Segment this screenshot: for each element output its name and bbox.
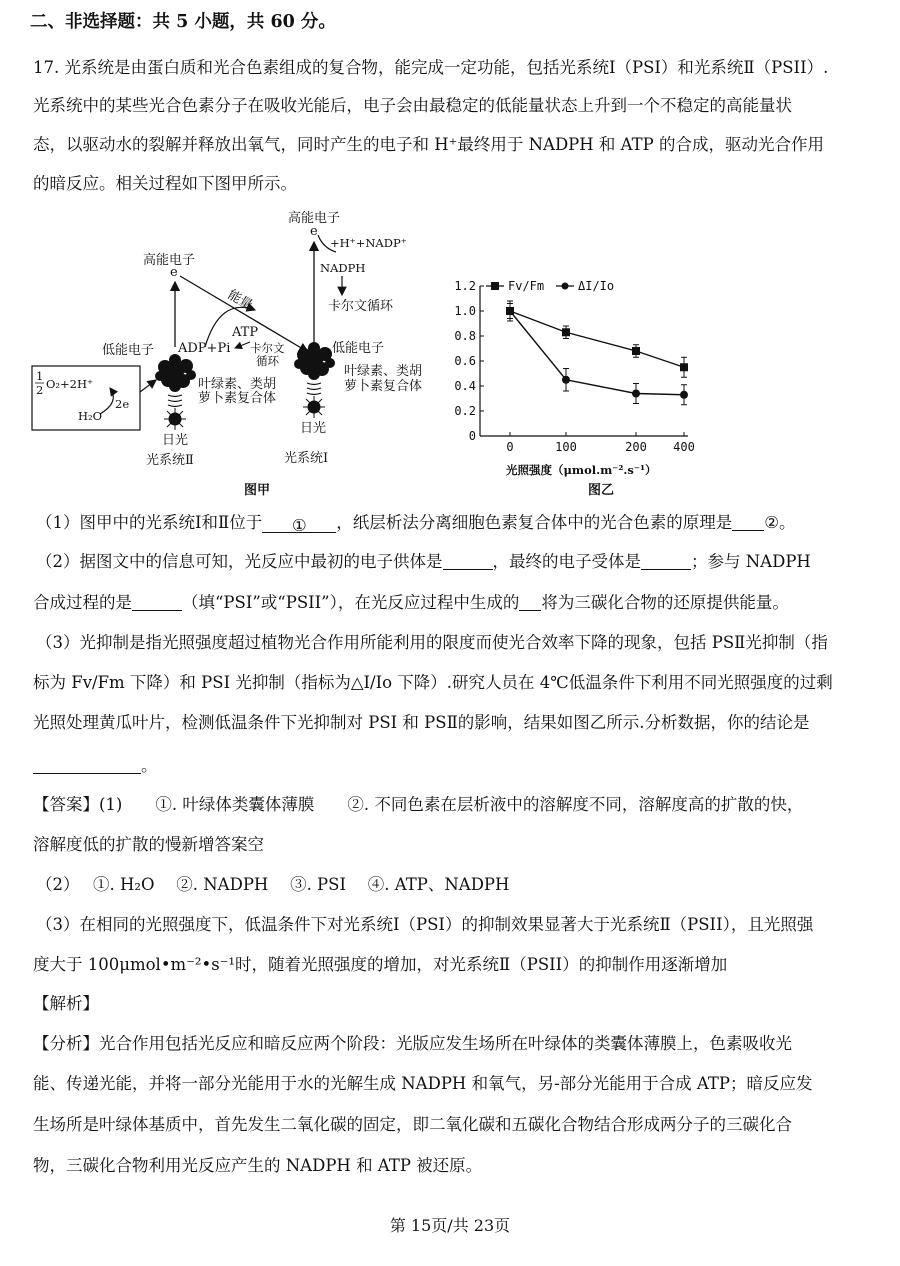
calvin-center-1: 卡尔文 (250, 341, 285, 355)
system-ii-label: 光系统Ⅱ (146, 453, 194, 468)
y-tick-label: 0.8 (454, 329, 476, 343)
data-point-circle (562, 376, 570, 384)
calvin-cycle-top: 卡尔文循环 (328, 299, 394, 314)
series-line-2 (510, 311, 684, 395)
sunlight-left: 日光 (162, 433, 189, 448)
figure-b-caption: 图乙 (588, 483, 615, 498)
complex-right-line-1: 叶绿素、类胡 (344, 364, 423, 379)
y-tick-label: 0 (468, 429, 476, 443)
data-point-circle (506, 307, 514, 315)
question-2-line-2 (33, 593, 873, 613)
q2-blank-2 (641, 553, 691, 570)
q1-blank-2-line (732, 514, 764, 531)
question-1 (36, 513, 876, 533)
page-footer: 第 15页/共 23页 (389, 1216, 511, 1235)
answer-1-line-1: 【答案】(1) ①. 叶绿体类囊体薄膜 ②. 不同色素在层析液中的溶解度不同，溶解度高的扩散的快， (33, 795, 804, 814)
sun-icon-left (164, 408, 186, 430)
q2-text-e: （填“PSI”或“PSII”），在光反应过程中生成的 (182, 593, 520, 612)
section-heading: 二、非选择题：共 5 小题，共 60 分。 (30, 12, 336, 32)
figure-a-caption: 图甲 (244, 483, 271, 498)
box-2e-label: 2e (115, 397, 130, 411)
y-tick-label: 0.2 (454, 404, 476, 418)
q17-line-1: 17. 光系统是由蛋白质和光合色素组成的复合物，能完成一定功能，包括光系统Ⅰ（PSI）和光系统Ⅱ（PSII）. (33, 58, 829, 77)
answer-3-line-1: （3）在相同的光照强度下，低温条件下对光系统Ⅰ（PSI）的抑制效果显著大于光系统Ⅱ（PSII），且光照强 (36, 915, 814, 934)
question-2-line-1 (36, 552, 876, 572)
box-half-num: 1 (36, 369, 44, 383)
q2-text-f: 将为三碳化合物的还原提供能量。 (541, 593, 789, 612)
q17-line-3: 态，以驱动水的裂解并释放出氧气，同时产生的电子和 H⁺最终用于 NADPH 和 ATP 的合成，驱动光合作用 (33, 135, 825, 154)
data-point-square (632, 347, 640, 355)
q2-text-a: （2）据图文中的信息可知，光反应中最初的电子供体是 (36, 552, 443, 571)
atp-label: ATP (232, 325, 259, 340)
answer-1-line-2: 溶解度低的扩散的慢新增答案空 (33, 835, 264, 854)
y-tick-label: 0.6 (454, 354, 476, 368)
q2-blank-1 (443, 553, 493, 570)
y-tick-label: 0.4 (454, 379, 476, 393)
chart-x-label: 光照强度（μmol.m⁻².s⁻¹） (506, 463, 657, 477)
adp-pi-label: ADP+Pi (178, 341, 231, 356)
q17-line-4: 的暗反应。相关过程如下图甲所示。 (33, 174, 297, 193)
q1-text-b: ，纸层析法分离细胞色素复合体中的光合色素的原理是 (336, 513, 733, 532)
box-h2o-label: H₂O (78, 409, 103, 423)
x-tick-label: 400 (673, 440, 695, 454)
box-o2-label: O₂+2H⁺ (46, 377, 94, 391)
series-line-1 (510, 311, 684, 367)
legend-label: ΔI/Io (578, 279, 615, 293)
calvin-center-2: 循环 (256, 354, 279, 368)
chart-marks (506, 301, 688, 405)
q1-blank-1: ① (262, 516, 336, 533)
sun-icon-right (303, 396, 325, 418)
analysis-line-4: 物，三碳化合物利用光反应产生的 NADPH 和 ATP 被还原。 (33, 1156, 483, 1175)
high-energy-electron-right: 高能电子 (288, 211, 341, 226)
q2-blank-4 (519, 594, 541, 611)
legend-marker-square (491, 282, 499, 290)
legend-label: Fv/Fm (508, 279, 545, 293)
e-label-right: e (310, 224, 318, 239)
y-tick-label: 1.0 (454, 304, 476, 318)
psi-light-waves (307, 383, 321, 395)
q3-line-3: 光照处理黄瓜叶片，检测低温条件下光抑制对 PSI 和 PSⅡ的影响，结果如图乙所示.分析数据，你的结论是 (33, 713, 810, 732)
q17-line-2: 光系统中的某些光合色素分子在吸收光能后，电子会由最稳定的低能量状态上升到一个不稳定的高能量状 (33, 96, 792, 115)
q3-line-1: （3）光抑制是指光照强度超过植物光合作用所能利用的限度而使光合效率下降的现象，包括 PSⅡ光抑制（指 (36, 633, 828, 652)
complex-left-line-1: 叶绿素、类胡 (198, 377, 277, 392)
psii-light-waves (168, 395, 182, 407)
data-point-circle (632, 390, 640, 398)
complex-right-line-2: 萝卜素复合体 (344, 379, 423, 394)
box-to-psii-arrow (140, 380, 156, 392)
low-energy-electron-right: 低能电子 (332, 341, 385, 356)
q3-answer-line (33, 756, 873, 776)
system-i-label: 光系统Ⅰ (284, 451, 329, 466)
q3-line-2: 标为 Fv/Fm 下降）和 PSI 光抑制（指标为△I/Io 下降）.研究人员在 4℃低温条件下利用不同光照强度的过剩 (33, 673, 833, 692)
x-tick-label: 200 (625, 440, 647, 454)
psii-complex (155, 354, 196, 392)
q3-blank (33, 757, 141, 774)
legend-marker-circle (562, 283, 569, 290)
x-tick-label: 100 (555, 440, 577, 454)
q2-text-b: ，最终的电子受体是 (492, 552, 641, 571)
analysis-line-1: 【分析】光合作用包括光反应和暗反应两个阶段：光版应发生场所在叶绿体的类囊体薄膜上，色素吸收光 (33, 1034, 792, 1053)
analysis-heading: 【解析】 (33, 994, 99, 1013)
box-half-den: 2 (36, 383, 44, 397)
q2-text-c: ；参与 NADPH (691, 552, 811, 571)
q2-text-d: 合成过程的是 (33, 593, 132, 612)
data-point-square (680, 363, 688, 371)
low-energy-electron-left: 低能电子 (102, 343, 155, 358)
figure-a-diagram (20, 202, 450, 502)
analysis-line-3: 生场所是叶绿体基质中，首先发生二氧化碳的固定，即二氧化碳和五碳化合物结合形成两分子的三碳化合 (33, 1115, 792, 1134)
analysis-line-2: 能、传递光能，并将一部分光能用于水的光解生成 NADPH 和氧气，另-部分光能用于合成 ATP；暗反应发 (33, 1074, 813, 1093)
nadph-label: NADPH (320, 261, 366, 275)
atp-to-calvin (235, 342, 250, 348)
q2-blank-3 (132, 594, 182, 611)
complex-left-line-2: 萝卜素复合体 (198, 391, 277, 406)
x-tick-label: 0 (506, 440, 514, 454)
high-energy-electron-left: 高能电子 (143, 253, 196, 268)
h-nadp-label: +H⁺+NADP⁺ (330, 236, 407, 250)
data-point-circle (680, 391, 688, 399)
y-tick-label: 1.2 (454, 279, 476, 293)
answer-3-line-2: 度大于 100μmol•m⁻²•s⁻¹时，随着光照强度的增加，对光系统Ⅱ（PSII）的抑制作用逐渐增加 (33, 955, 728, 974)
chart-axes (454, 279, 695, 454)
q1-text-a: （1）图甲中的光系统Ⅰ和Ⅱ位于 (36, 513, 263, 532)
figure-b-chart (448, 268, 698, 500)
e-label-left: e (170, 265, 178, 280)
data-point-square (562, 328, 570, 336)
q1-blank-2: ②。 (764, 513, 796, 532)
sunlight-right: 日光 (300, 421, 327, 436)
q3-end: 。 (141, 756, 158, 775)
energy-label: 能量 (225, 287, 256, 314)
answer-2: （2） ①. H₂O ②. NADPH ③. PSI ④. ATP、NADPH (36, 875, 510, 894)
